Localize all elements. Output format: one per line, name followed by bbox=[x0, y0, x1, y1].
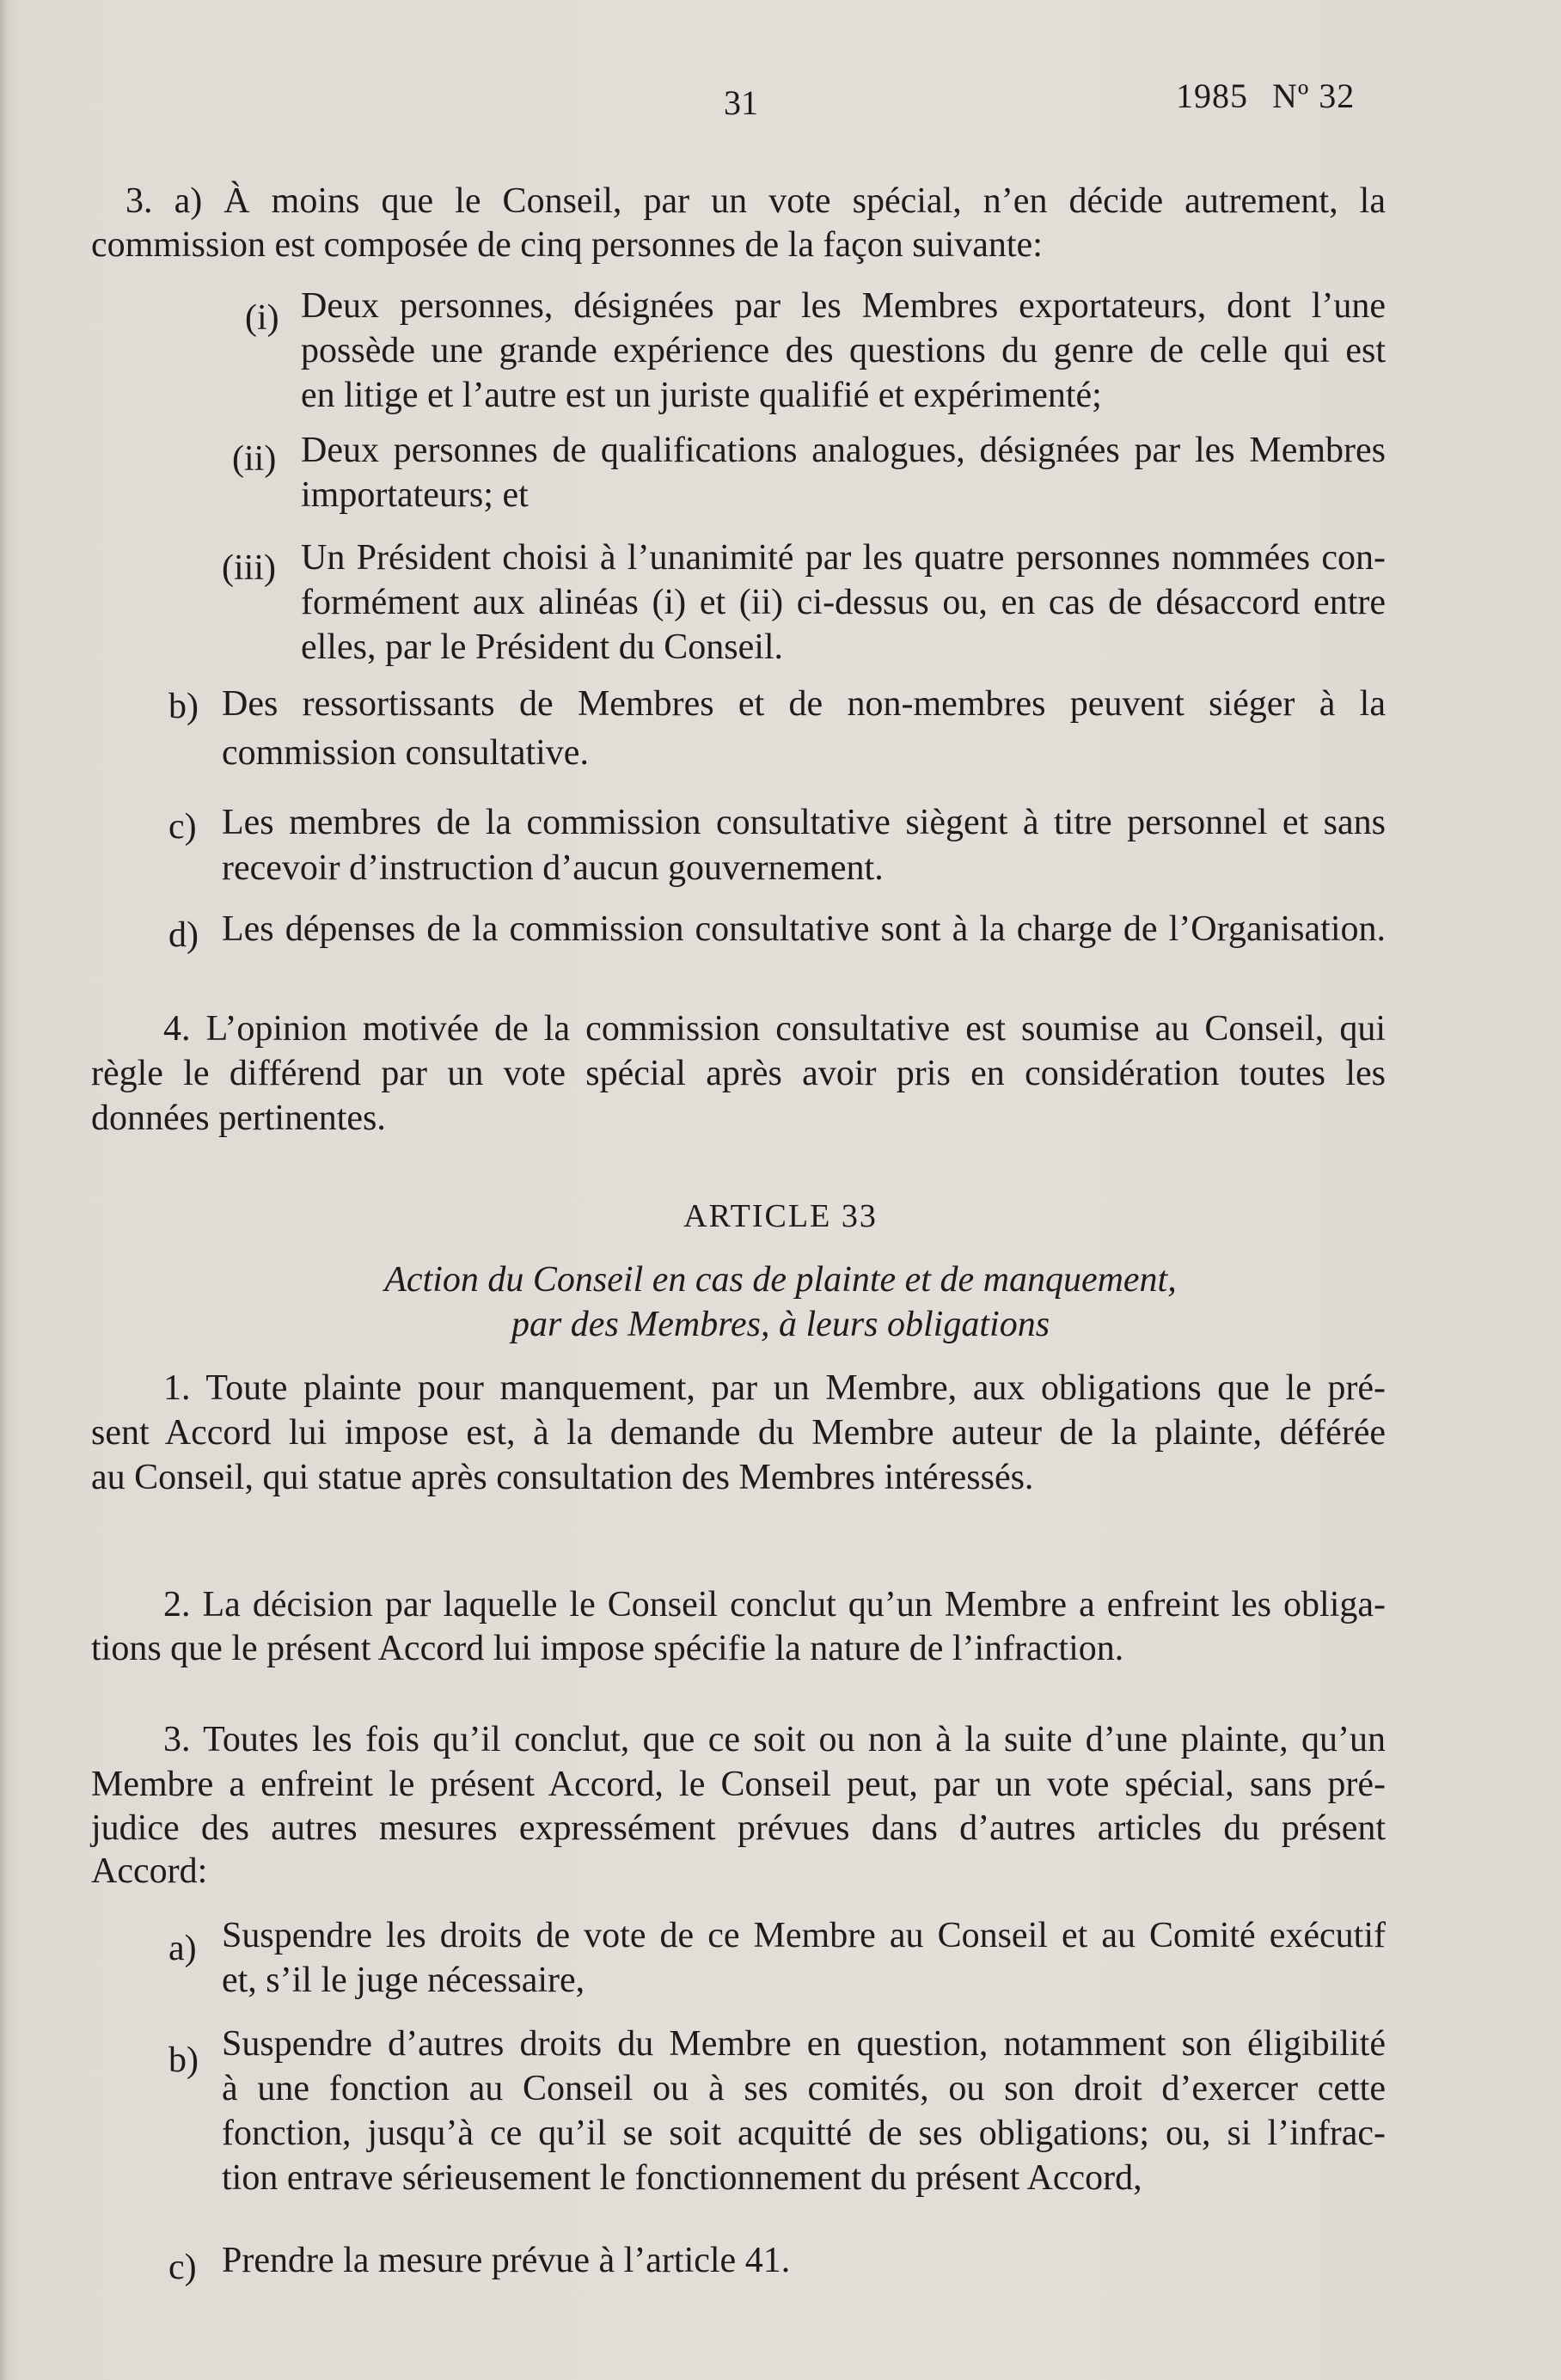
paragraph-3-line-1: 3. a) À moins que le Conseil, par un vote spécial, n’en décide autrement, la bbox=[125, 181, 1386, 221]
subparagraph-b-label: b) bbox=[168, 687, 199, 726]
page-number: 31 bbox=[724, 83, 758, 122]
article-title-line-1: Action du Conseil en cas de plainte et de manquement, bbox=[384, 1260, 1177, 1300]
clause-b-line-3: fonction, jusqu’à ce qu’il se soit acquitté de ses obligations; ou, si l’infrac- bbox=[222, 2114, 1386, 2153]
article-33-paragraph-3-line-4: Accord: bbox=[91, 1851, 208, 1891]
article-33-paragraph-3-line-1: 3. Toutes les fois qu’il conclut, que ce soit ou non à la suite d’une plainte, qu’un bbox=[163, 1720, 1386, 1759]
item-i-line-2: possède une grande expérience des questions du genre de celle qui est bbox=[301, 331, 1386, 370]
clause-a-line-2: et, s’il le juge nécessaire, bbox=[222, 1961, 585, 2000]
article-33-paragraph-3-line-2: Membre a enfreint le présent Accord, le Conseil peut, par un vote spécial, sans pré- bbox=[91, 1765, 1386, 1804]
item-i-label: (i) bbox=[245, 298, 279, 338]
paragraph-3-line-2: commission est composée de cinq personnes de la façon suivante: bbox=[91, 225, 1043, 265]
document-number: Nº 32 bbox=[1272, 76, 1356, 115]
item-iii-label: (iii) bbox=[222, 548, 276, 588]
clause-a-line-1: Suspendre les droits de vote de ce Membre au Conseil et au Comité exécutif bbox=[222, 1916, 1386, 1955]
article-33-paragraph-2-line-2: tions que le présent Accord lui impose spécifie la nature de l’infraction. bbox=[91, 1629, 1124, 1668]
article-33-paragraph-3-line-3: judice des autres mesures expressément prévues dans d’autres articles du présent bbox=[91, 1808, 1386, 1848]
item-ii-label: (ii) bbox=[232, 439, 277, 479]
subparagraph-d-line-1: Les dépenses de la commission consultative sont à la charge de l’Organisation. bbox=[222, 909, 1386, 949]
item-i-line-3: en litige et l’autre est un juriste qualifié et expérimenté; bbox=[301, 376, 1102, 415]
article-33-paragraph-1-line-1: 1. Toute plainte pour manquement, par un Membre, aux obligations que le pré- bbox=[163, 1368, 1386, 1408]
article-title-line-2: par des Membres, à leurs obligations bbox=[511, 1305, 1050, 1344]
subparagraph-d-label: d) bbox=[168, 915, 199, 955]
subparagraph-c-label: c) bbox=[168, 807, 197, 847]
clause-b-line-2: à une fonction au Conseil ou à ses comités, ou son droit d’exercer cette bbox=[222, 2069, 1386, 2108]
paragraph-4-line-1: 4. L’opinion motivée de la commission consultative est soumise au Conseil, qui bbox=[163, 1009, 1386, 1049]
item-i-line-1: Deux personnes, désignées par les Membres exportateurs, dont l’une bbox=[301, 286, 1386, 326]
article-33-paragraph-1-line-2: sent Accord lui impose est, à la demande du Membre auteur de la plainte, déférée bbox=[91, 1413, 1386, 1453]
item-ii-line-1: Deux personnes de qualifications analogues, désignées par les Membres bbox=[301, 431, 1386, 470]
clause-c-label: c) bbox=[168, 2248, 197, 2287]
item-iii-line-3: elles, par le Président du Conseil. bbox=[301, 627, 784, 667]
clause-c-line-1: Prendre la mesure prévue à l’article 41. bbox=[222, 2241, 791, 2280]
item-iii-line-2: formément aux alinéas (i) et (ii) ci-dessus ou, en cas de désaccord entre bbox=[301, 583, 1386, 622]
year: 1985 bbox=[1176, 76, 1248, 115]
clause-b-line-4: tion entrave sérieusement le fonctionnement du présent Accord, bbox=[222, 2158, 1142, 2198]
article-33-paragraph-1-line-3: au Conseil, qui statue après consultation des Membres intéressés. bbox=[91, 1458, 1034, 1497]
clause-a-label: a) bbox=[168, 1929, 197, 1968]
clause-b-line-1: Suspendre d’autres droits du Membre en question, notamment son éligibilité bbox=[222, 2024, 1386, 2064]
subparagraph-c-line-1: Les membres de la commission consultative siègent à titre personnel et sans bbox=[222, 803, 1386, 842]
item-iii-line-1: Un Président choisi à l’unanimité par les quatre personnes nommées con- bbox=[301, 538, 1386, 578]
document-reference bbox=[1176, 76, 1355, 116]
clause-b-label: b) bbox=[168, 2040, 199, 2080]
subparagraph-c-line-2: recevoir d’instruction d’aucun gouvernement. bbox=[222, 848, 884, 888]
article-33-paragraph-2-line-1: 2. La décision par laquelle le Conseil conclut qu’un Membre a enfreint les obliga- bbox=[163, 1585, 1386, 1624]
subparagraph-b-line-2: commission consultative. bbox=[222, 733, 589, 773]
page-header bbox=[0, 76, 1561, 127]
article-heading: ARTICLE 33 bbox=[683, 1198, 878, 1234]
subparagraph-b-line-1: Des ressortissants de Membres et de non-membres peuvent siéger à la bbox=[222, 684, 1386, 724]
binding-shadow bbox=[0, 0, 9, 2380]
paragraph-4-line-3: données pertinentes. bbox=[91, 1098, 386, 1138]
item-ii-line-2: importateurs; et bbox=[301, 475, 529, 515]
paragraph-4-line-2: règle le différend par un vote spécial après avoir pris en considération toutes les bbox=[91, 1054, 1386, 1093]
